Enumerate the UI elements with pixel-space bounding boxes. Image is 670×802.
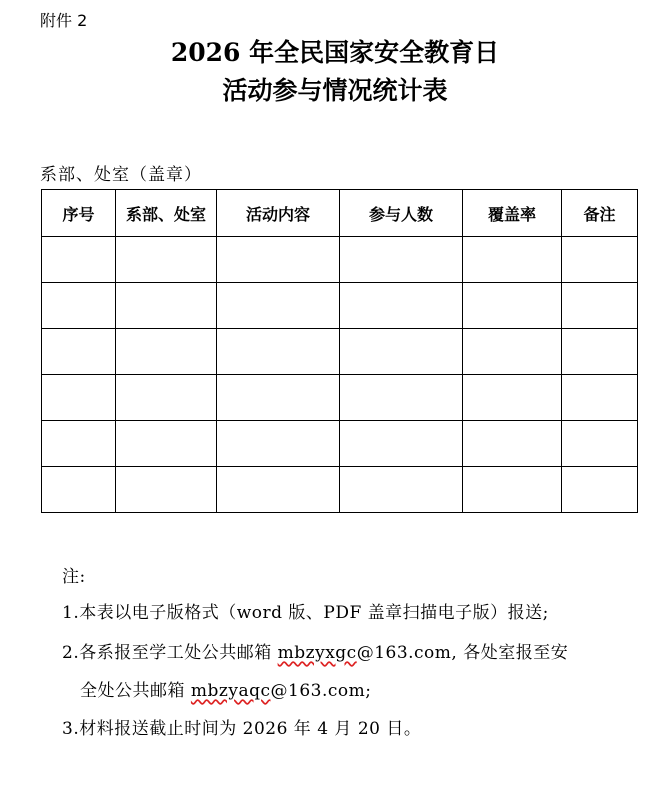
table-row — [42, 375, 638, 421]
note-text: 2.各系报至学工处公共邮箱 — [62, 643, 278, 663]
table-cell — [42, 329, 116, 375]
header-remarks: 备注 — [562, 190, 638, 237]
note-text: @163.com; — [270, 681, 372, 701]
table-cell — [42, 237, 116, 283]
table-cell — [562, 421, 638, 467]
table-cell — [340, 421, 463, 467]
table-row — [42, 283, 638, 329]
office-email-name: mbzyaqc — [190, 681, 271, 701]
table-cell — [116, 375, 217, 421]
table-cell — [42, 375, 116, 421]
header-department: 系部、处室 — [116, 190, 217, 237]
table-cell — [217, 237, 340, 283]
table-cell — [463, 421, 562, 467]
note-text: @163.com, 各处室报至安 — [356, 643, 569, 663]
table-cell — [340, 329, 463, 375]
table-row — [42, 467, 638, 513]
table-cell — [116, 467, 217, 513]
header-participant-count: 参与人数 — [340, 190, 463, 237]
header-activity-content: 活动内容 — [217, 190, 340, 237]
table-cell — [463, 375, 562, 421]
table-cell — [116, 237, 217, 283]
department-email-name: mbzyxgc — [277, 643, 357, 663]
table-cell — [340, 375, 463, 421]
note-item-deadline: 3.材料报送截止时间为 2026 年 4 月 20 日。 — [62, 719, 422, 739]
notes-label: 注: — [62, 567, 86, 587]
table-cell — [217, 329, 340, 375]
table-cell — [116, 283, 217, 329]
table-cell — [340, 467, 463, 513]
table-cell — [463, 237, 562, 283]
department-stamp-label: 系部、处室（盖章） — [40, 165, 202, 185]
table-header-row — [42, 190, 638, 237]
note-item-format: 1.本表以电子版格式（word 版、PDF 盖章扫描电子版）报送; — [62, 603, 549, 623]
note-text: 全处公共邮箱 — [80, 681, 191, 701]
table-row — [42, 237, 638, 283]
table-cell — [340, 237, 463, 283]
statistics-table — [41, 189, 638, 513]
document-title-line2: 活动参与情况统计表 — [222, 76, 448, 105]
table-cell — [116, 329, 217, 375]
table-cell — [562, 329, 638, 375]
table-cell — [463, 467, 562, 513]
attachment-label: 附件 2 — [40, 11, 88, 30]
note-item-departments-email — [62, 638, 568, 663]
table-cell — [562, 375, 638, 421]
note-item-offices-email — [80, 676, 371, 701]
table-cell — [116, 421, 217, 467]
table-cell — [340, 283, 463, 329]
table-cell — [217, 421, 340, 467]
table-row — [42, 421, 638, 467]
table-cell — [42, 421, 116, 467]
table-cell — [562, 467, 638, 513]
table-cell — [42, 283, 116, 329]
table-row — [42, 329, 638, 375]
table-cell — [463, 329, 562, 375]
document-title-line1: 2026 年全民国家安全教育日 — [170, 38, 500, 67]
header-serial-number: 序号 — [42, 190, 116, 237]
header-coverage-rate: 覆盖率 — [463, 190, 562, 237]
table-cell — [562, 283, 638, 329]
table-cell — [562, 237, 638, 283]
table-cell — [42, 467, 116, 513]
table-cell — [217, 283, 340, 329]
table-cell — [217, 467, 340, 513]
table-cell — [463, 283, 562, 329]
table-cell — [217, 375, 340, 421]
